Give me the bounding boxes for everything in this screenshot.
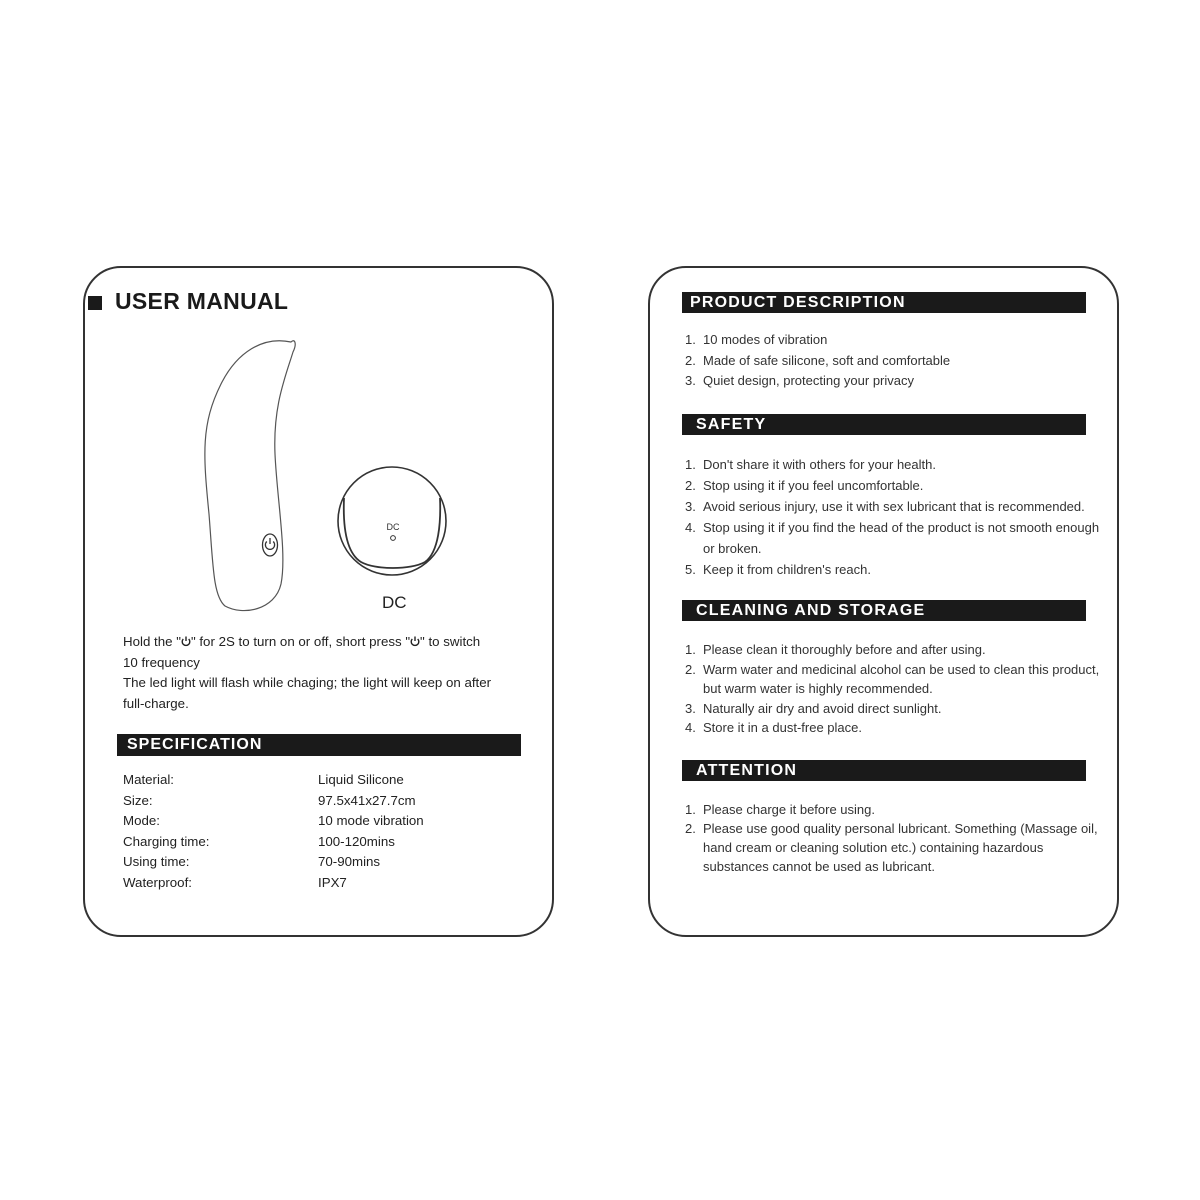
spec-value: 70-90mins: [318, 854, 381, 870]
list-item-number: 1.: [685, 802, 696, 817]
user-manual-card: [83, 266, 554, 937]
instruction-line-2: 10 frequency: [123, 654, 200, 670]
spec-key: Size:: [123, 792, 153, 808]
list-item-text: Please use good quality personal lubricant. Something (Massage oil, hand cream or cleaning solution etc.) containing hazardous substances cannot be used as lubricant.: [703, 821, 1098, 874]
list-item-text: Keep it from children's reach.: [703, 562, 871, 577]
spec-value: 100-120mins: [318, 833, 395, 849]
list-item-text: Please clean it thoroughly before and after using.: [703, 642, 986, 657]
list-item-text: Store it in a dust-free place.: [703, 720, 862, 735]
cleaning-storage-heading: CLEANING AND STORAGE: [682, 600, 1086, 621]
spec-key: Waterproof:: [123, 874, 192, 890]
cleaning-storage-list: [685, 640, 1105, 738]
spec-row: [123, 770, 483, 791]
list-item-text: Stop using it if you find the head of the product is not smooth enough or broken.: [703, 520, 1100, 556]
spec-row: [123, 811, 483, 832]
power-icon: [410, 636, 420, 647]
product-description-heading: PRODUCT DESCRIPTION: [682, 292, 1086, 313]
specification-heading: SPECIFICATION: [117, 734, 521, 756]
spec-row: [123, 873, 483, 894]
list-item-number: 4.: [685, 520, 696, 535]
attention-heading: ATTENTION: [682, 760, 1086, 781]
power-icon: [181, 636, 191, 647]
list-item: [685, 559, 1105, 580]
spec-value: IPX7: [318, 874, 347, 890]
list-item: [685, 699, 1105, 719]
list-item-number: 3.: [685, 373, 696, 388]
spec-row: [123, 791, 483, 812]
list-item-number: 4.: [685, 720, 696, 735]
instruction-line-1: Hold the " " for 2S to turn on or off, short press " " to switch: [123, 634, 481, 649]
list-item: [685, 718, 1105, 738]
device-base-outline: [344, 498, 440, 568]
list-item-text: Quiet design, protecting your privacy: [703, 373, 914, 388]
spec-key: Material:: [123, 772, 174, 787]
safety-heading: SAFETY: [682, 414, 1086, 435]
list-item-number: 2.: [685, 661, 696, 677]
list-item-text: Naturally air dry and avoid direct sunlight.: [703, 700, 942, 716]
dc-port-icon: [391, 536, 396, 541]
list-item-number: 2.: [685, 821, 696, 836]
spec-row: [123, 852, 483, 873]
spec-value: 97.5x41x27.7cm: [318, 792, 416, 808]
list-item: [685, 660, 1105, 699]
list-item: [685, 330, 1105, 351]
list-item: [685, 517, 1105, 559]
list-item: [685, 819, 1105, 876]
device-outline-illustration: [203, 334, 303, 614]
spec-key: Using time:: [123, 854, 190, 870]
list-item-text: Made of safe silicone, soft and comfortable: [703, 352, 951, 368]
list-item-text: Avoid serious injury, use it with sex lubricant that is recommended.: [703, 499, 1085, 514]
product-description-list: [685, 330, 1105, 392]
safety-list: [685, 454, 1105, 580]
attention-list: [685, 800, 1105, 876]
list-item: [685, 496, 1105, 517]
spec-value: Liquid Silicone: [318, 772, 404, 787]
power-button-icon: [263, 534, 278, 556]
list-item: [685, 640, 1105, 660]
list-item-number: 3.: [685, 700, 696, 716]
square-bullet-icon: [88, 296, 102, 310]
dc-caption: DC: [382, 593, 407, 612]
list-item: [685, 371, 1105, 392]
list-item-text: Please charge it before using.: [703, 802, 875, 817]
instruction-line-4: full-charge.: [123, 695, 189, 711]
spec-key: Charging time:: [123, 833, 210, 849]
page-title: USER MANUAL: [115, 288, 289, 314]
dc-port-label: DC: [386, 522, 400, 532]
list-item-number: 2.: [685, 478, 696, 493]
list-item-number: 1.: [685, 642, 696, 657]
list-item: [685, 800, 1105, 819]
list-item-number: 3.: [685, 499, 696, 514]
list-item-text: Stop using it if you feel uncomfortable.: [703, 478, 924, 493]
list-item-number: 2.: [685, 352, 696, 368]
list-item-text: Don't share it with others for your health.: [703, 457, 936, 472]
spec-key: Mode:: [123, 813, 160, 829]
device-body-outline: [205, 341, 295, 611]
instruction-line-3: The led light will flash while chaging; the light will keep on after: [123, 675, 492, 690]
magnifier-circle: [338, 467, 446, 575]
spec-row: [123, 832, 483, 853]
list-item-text: Warm water and medicinal alcohol can be used to clean this product, but warm water is highly recommended.: [703, 661, 1100, 696]
list-item: [685, 475, 1105, 496]
list-item: [685, 454, 1105, 475]
specification-table: [123, 770, 483, 894]
list-item-number: 1.: [685, 332, 696, 347]
spec-value: 10 mode vibration: [318, 813, 424, 829]
list-item-number: 5.: [685, 562, 696, 577]
dc-port-detail-illustration: [335, 464, 449, 578]
list-item-number: 1.: [685, 457, 696, 472]
operating-instructions: [123, 632, 533, 714]
list-item-text: 10 modes of vibration: [703, 332, 828, 347]
list-item: [685, 351, 1105, 372]
product-info-card: [648, 266, 1119, 937]
